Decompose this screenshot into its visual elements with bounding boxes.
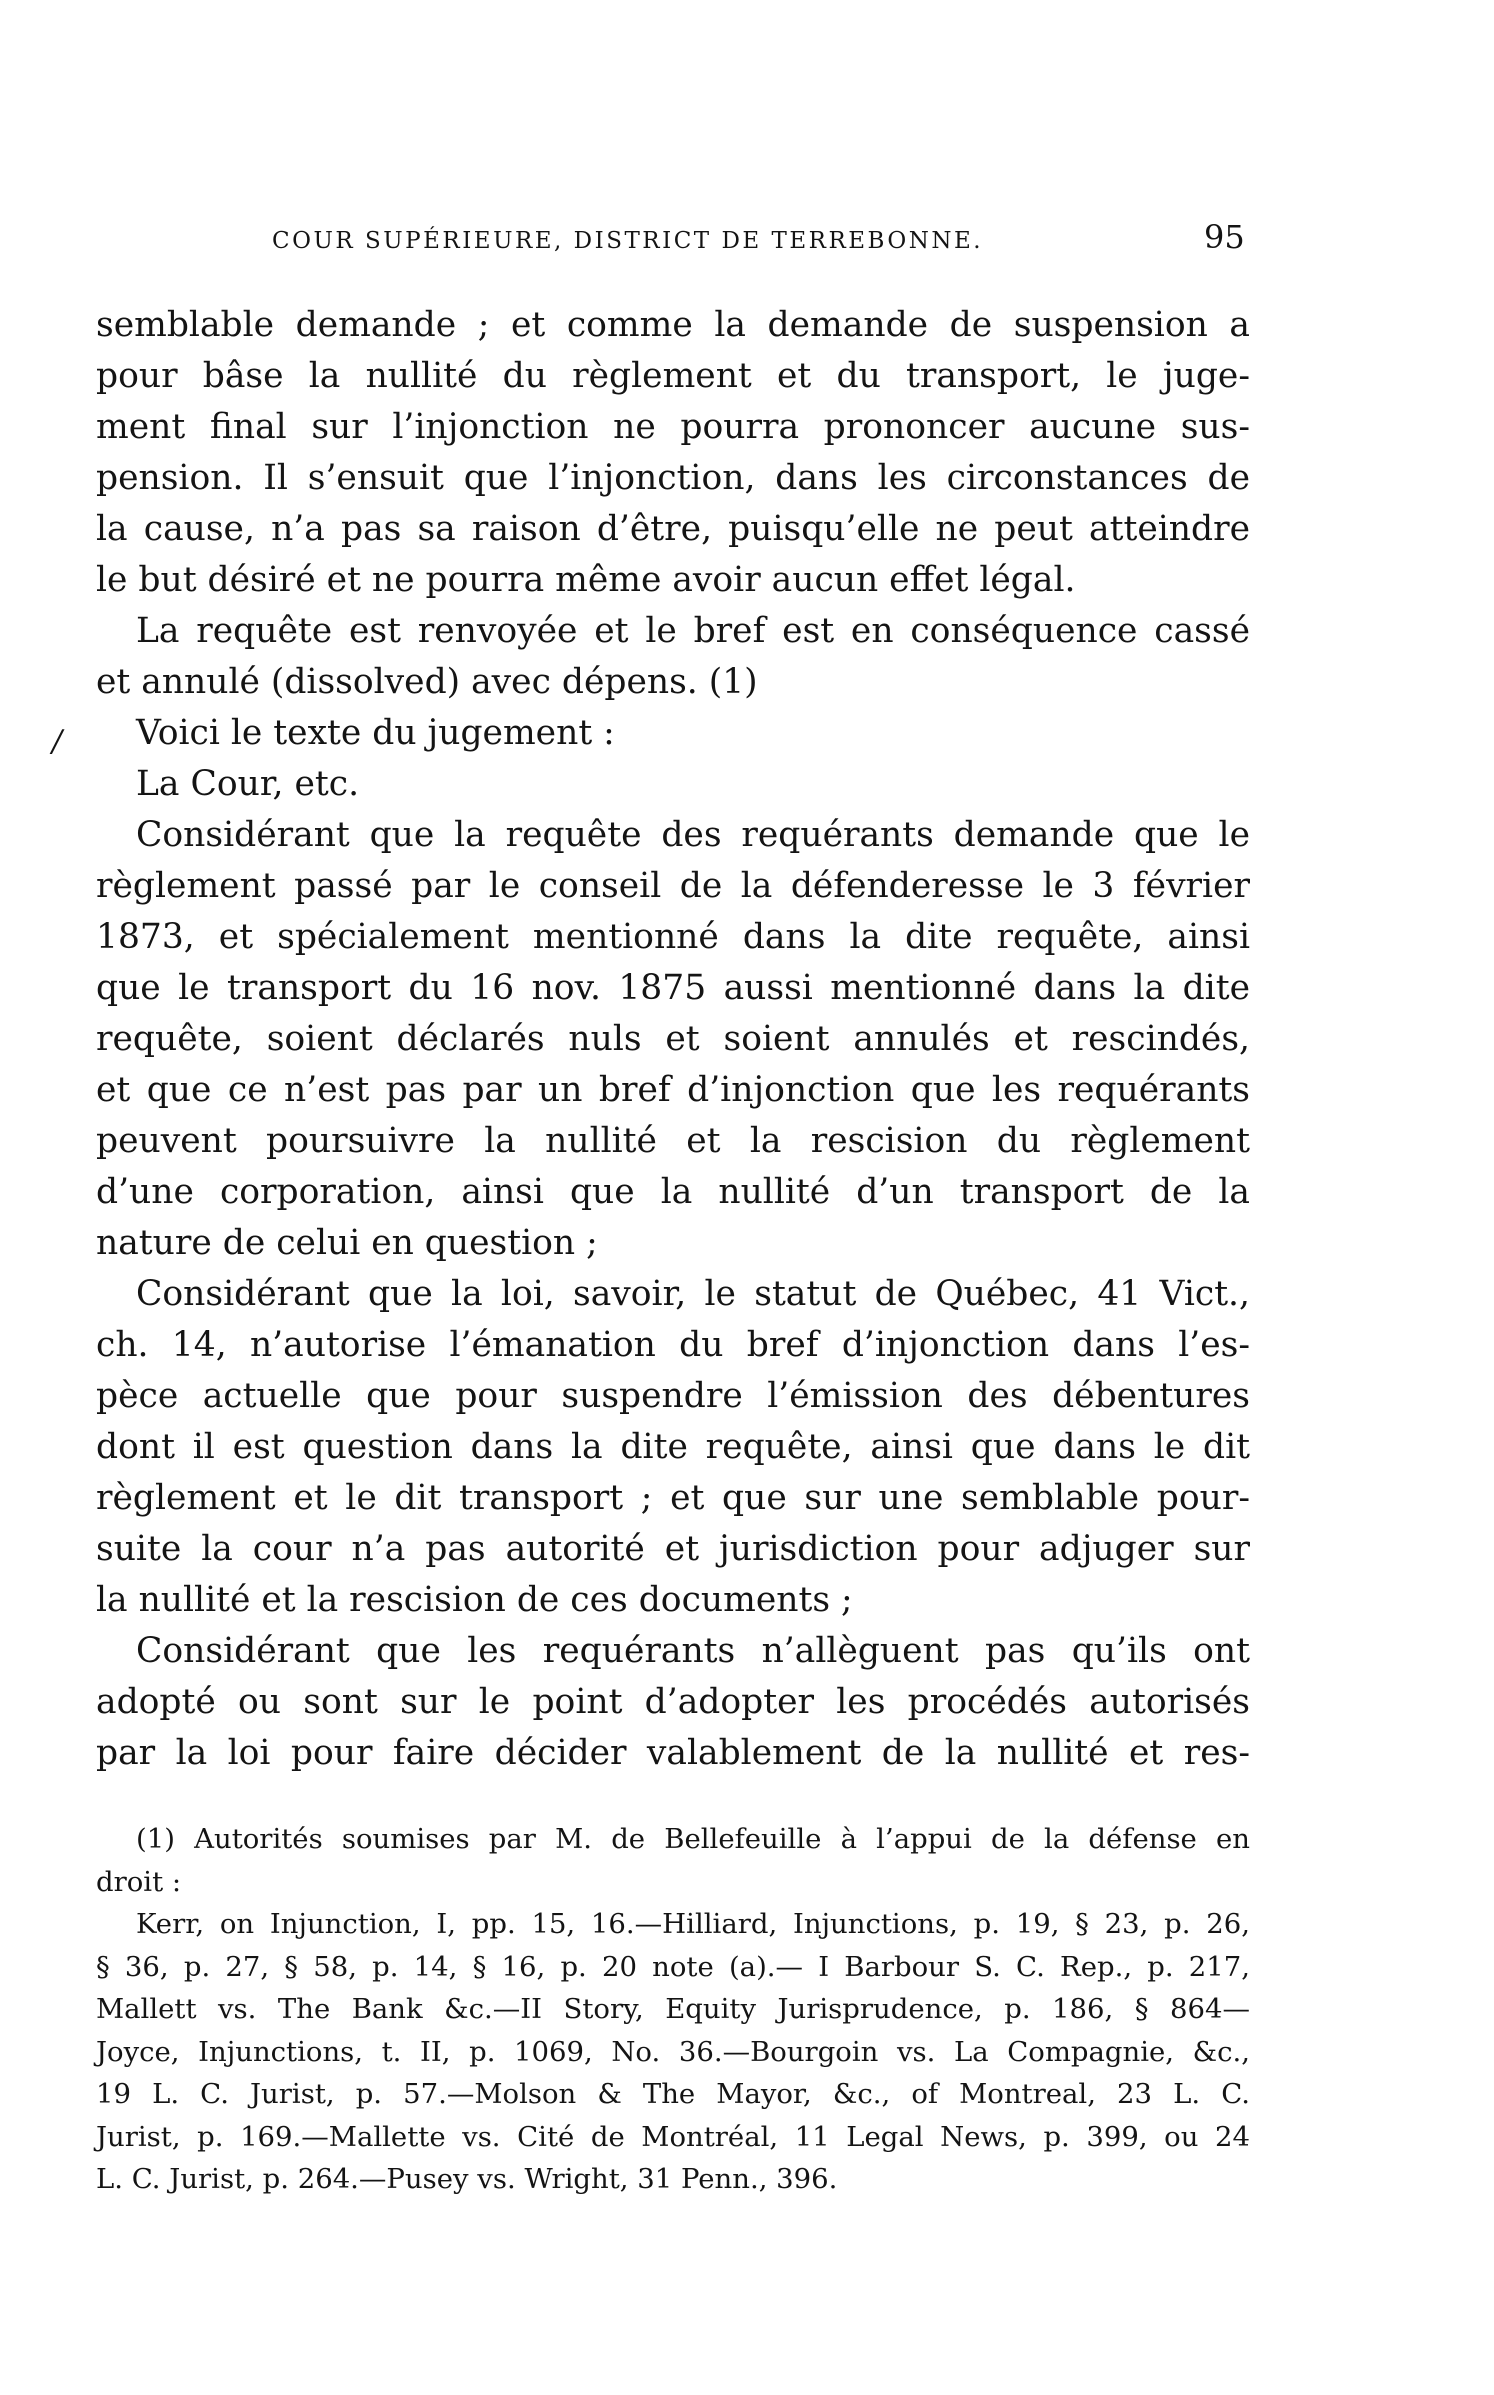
footnote-line: Joyce, Injunctions, t. II, p. 1069, No. 36.—Bourgoin vs. La Compagnie, &c., — [96, 2035, 1250, 2068]
body-line: Considérant que la loi, savoir, le statut de Québec, 41 Vict., — [136, 1274, 1250, 1314]
footnote-line: Kerr, on Injunction, I, pp. 15, 16.—Hilliard, Injunctions, p. 19, § 23, p. 26, — [136, 1908, 1250, 1940]
body-line: La requête est renvoyée et le bref est en conséquence cassé — [136, 611, 1250, 651]
body-line: nature de celui en question ; — [96, 1223, 598, 1263]
body-line: semblable demande ; et comme la demande de suspension a — [96, 305, 1250, 345]
footnote-line: (1) Autorités soumises par M. de Bellefeuille à l’appui de la défense en — [136, 1823, 1250, 1855]
page-number: 95 — [1204, 218, 1245, 256]
body-line: règlement et le dit transport ; et que sur une semblable pour- — [96, 1478, 1250, 1518]
body-line: requête, soient déclarés nuls et soient annulés et rescindés, — [96, 1019, 1250, 1059]
body-line: la cause, n’a pas sa raison d’être, puisqu’elle ne peut atteindre — [96, 509, 1250, 549]
body-line: La Cour, etc. — [136, 764, 360, 804]
footnote-line: 19 L. C. Jurist, p. 57.—Molson & The Mayor, &c., of Montreal, 23 L. C. — [96, 2078, 1250, 2110]
body-line: la nullité et la rescision de ces documents ; — [96, 1580, 853, 1620]
body-line: le but désiré et ne pourra même avoir aucun effet légal. — [96, 560, 1076, 600]
body-line: pension. Il s’ensuit que l’injonction, dans les circonstances de — [96, 458, 1250, 498]
body-line: que le transport du 16 nov. 1875 aussi mentionné dans la dite — [96, 968, 1250, 1008]
body-line: suite la cour n’a pas autorité et jurisdiction pour adjuger sur — [96, 1529, 1250, 1569]
body-line: ment final sur l’injonction ne pourra prononcer aucune sus- — [96, 407, 1250, 447]
footnote-line: § 36, p. 27, § 58, p. 14, § 16, p. 20 note (a).— I Barbour S. C. Rep., p. 217, — [96, 1950, 1250, 1983]
body-line: adopté ou sont sur le point d’adopter les procédés autorisés — [96, 1682, 1250, 1722]
body-line: peuvent poursuivre la nullité et la rescision du règlement — [96, 1121, 1250, 1161]
body-line: Considérant que les requérants n’allèguent pas qu’ils ont — [136, 1631, 1250, 1671]
body-line: d’une corporation, ainsi que la nullité d’un transport de la — [96, 1172, 1250, 1212]
body-line: et que ce n’est pas par un bref d’injonction que les requérants — [96, 1070, 1250, 1110]
body-line: et annulé (dissolved) avec dépens. (1) — [96, 662, 758, 702]
footnote-line: L. C. Jurist, p. 264.—Pusey vs. Wright, 31 Penn., 396. — [96, 2163, 838, 2195]
footnote-line: Jurist, p. 169.—Mallette vs. Cité de Montréal, 11 Legal News, p. 399, ou 24 — [96, 2120, 1250, 2153]
footnote-line: Mallett vs. The Bank &c.—II Story, Equity Jurisprudence, p. 186, § 864— — [96, 1993, 1250, 2025]
body-line: par la loi pour faire décider valablement de la nullité et res- — [96, 1733, 1250, 1773]
body-line: Considérant que la requête des requérants demande que le — [136, 815, 1250, 855]
footnotes — [96, 1818, 1250, 2201]
body-line: dont il est question dans la dite requête, ainsi que dans le dit — [96, 1427, 1250, 1467]
body-line: règlement passé par le conseil de la défenderesse le 3 février — [96, 866, 1250, 906]
running-header: COUR SUPÉRIEURE, DISTRICT DE TERREBONNE. — [272, 228, 984, 254]
margin-annotation-mark: / — [52, 724, 63, 759]
body-line: pèce actuelle que pour suspendre l’émission des débentures — [96, 1376, 1250, 1416]
body-line: pour bâse la nullité du règlement et du transport, le juge- — [96, 356, 1250, 396]
body-line: 1873, et spécialement mentionné dans la dite requête, ainsi — [96, 917, 1250, 957]
body-text — [96, 300, 1250, 1779]
body-line: Voici le texte du jugement : — [136, 713, 615, 753]
body-line: ch. 14, n’autorise l’émanation du bref d’injonction dans l’es- — [96, 1325, 1250, 1365]
footnote-line: droit : — [96, 1865, 182, 1898]
